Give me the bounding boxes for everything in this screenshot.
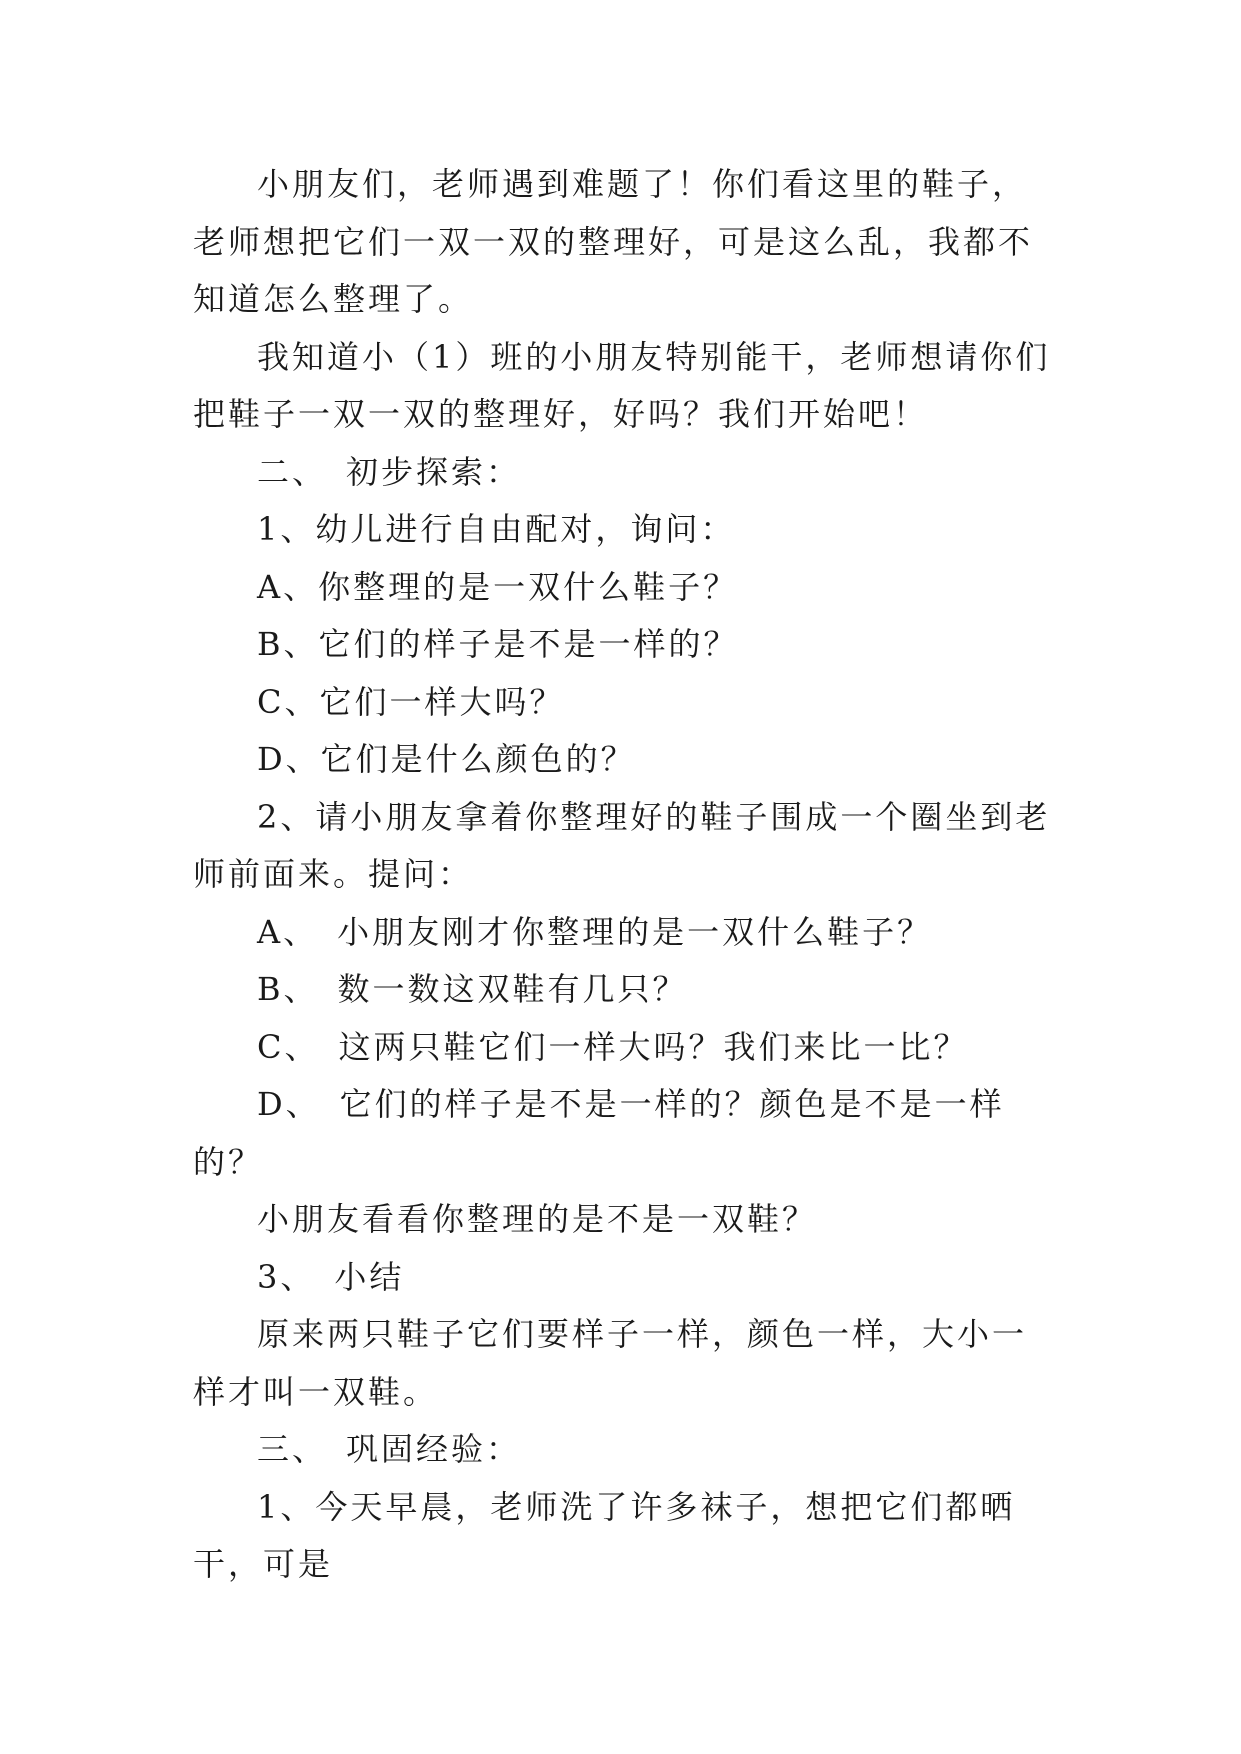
list-item: B、 数一数这双鞋有几只？ <box>257 970 688 1008</box>
list-item: C、它们一样大吗？ <box>257 682 565 721</box>
list-item: A、你整理的是一双什么鞋子？ <box>257 567 739 606</box>
list-item: D、它们是什么颜色的？ <box>257 740 636 778</box>
paragraph: 1、今天早晨，老师洗了许多袜子，想把它们都晒干，可是 <box>193 1487 1016 1583</box>
list-item: 3、 小结 <box>257 1257 405 1296</box>
document-body <box>193 156 1055 1594</box>
paragraph: 小朋友们，老师遇到难题了！你们看这里的鞋子，老师想把它们一双一双的整理好，可是这么乱，我都不知道怎么整理了。 <box>193 165 1034 318</box>
list-item: 1、幼儿进行自由配对，询问： <box>257 510 736 548</box>
paragraph: 小朋友看看你整理的是不是一双鞋？ <box>257 1200 818 1238</box>
section-heading: 三、 巩固经验： <box>257 1430 522 1468</box>
paragraph: 原来两只鞋子它们要样子一样，颜色一样，大小一样才叫一双鞋。 <box>193 1315 1028 1411</box>
paragraph: 我知道小（1）班的小朋友特别能干，老师想请你们把鞋子一双一双的整理好，好吗？我们开始吧！ <box>193 337 1051 433</box>
paragraph: 2、请小朋友拿着你整理好的鞋子围成一个圈坐到老师前面来。提问： <box>193 797 1051 893</box>
list-item: A、 小朋友刚才你整理的是一双什么鞋子？ <box>257 912 933 951</box>
list-item: D、 它们的样子是不是一样的？颜色是不是一样的？ <box>193 1085 1005 1181</box>
list-item: B、它们的样子是不是一样的？ <box>257 625 739 663</box>
section-heading: 二、 初步探索： <box>257 452 522 491</box>
list-item: C、 这两只鞋它们一样大吗？我们来比一比？ <box>257 1027 969 1066</box>
